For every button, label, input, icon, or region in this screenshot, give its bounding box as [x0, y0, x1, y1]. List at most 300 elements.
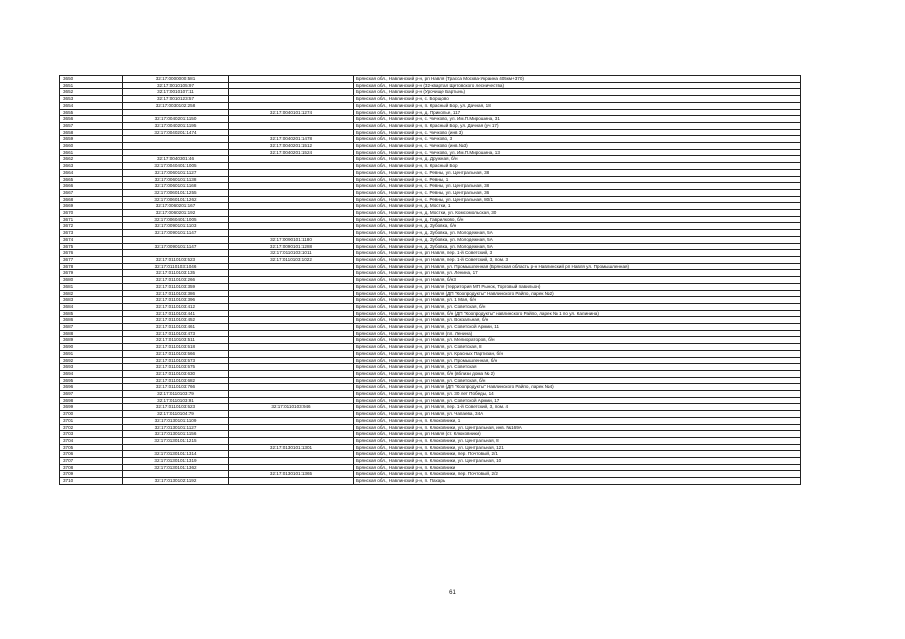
row-number-cell: 3656 — [60, 116, 123, 123]
table-row — [60, 297, 801, 304]
building-number-cell — [229, 330, 354, 337]
building-number-cell — [229, 478, 354, 485]
building-number-cell — [229, 82, 354, 89]
address-cell: Брянская обл., Навлинский р-н, рп Навля, ул. 1 Мая, б/н — [354, 297, 801, 304]
building-number-cell — [229, 424, 354, 431]
cadastral-number-cell: 32:17:0110103:766 — [123, 384, 229, 391]
row-number-cell: 3710 — [60, 478, 123, 485]
building-number-cell — [229, 290, 354, 297]
table-row — [60, 102, 801, 109]
cadastral-number-cell: 32:17:0040401:1005 — [123, 163, 229, 170]
building-number-cell — [229, 129, 354, 136]
row-number-cell: 3706 — [60, 451, 123, 458]
cadastral-number-cell: 32:17:0130101:1127 — [123, 424, 229, 431]
table-row — [60, 283, 801, 290]
building-number-cell — [229, 317, 354, 324]
table-row — [60, 303, 801, 310]
cadastral-number-cell: 32:17:0060101:1168 — [123, 183, 229, 190]
building-number-cell: 32:17:0040201:1524 — [229, 149, 354, 156]
row-number-cell: 3691 — [60, 350, 123, 357]
building-number-cell — [229, 357, 354, 364]
table-row — [60, 89, 801, 96]
table-row — [60, 176, 801, 183]
building-number-cell — [229, 411, 354, 418]
row-number-cell: 3702 — [60, 424, 123, 431]
address-cell: Брянская обл., Навлинский р-н, п. Клюковники, ул. Центральная, 10 — [354, 458, 801, 465]
table-row — [60, 196, 801, 203]
address-cell: Брянская обл., Навлинский р-н, с. Ревны, ул. Центральная, 38 — [354, 183, 801, 190]
row-number-cell: 3685 — [60, 310, 123, 317]
address-cell: Брянская обл., Навлинский р-н, д. Зубовка, ул. Молодежная, 5А — [354, 243, 801, 250]
cadastral-number-cell — [123, 109, 229, 116]
table-row — [60, 156, 801, 163]
cadastral-number-cell — [123, 471, 229, 478]
cadastral-number-cell: 32:17:0010105:97 — [123, 82, 229, 89]
address-cell: Брянская обл., Навлинский р-н, рп Навля, ул. Советская, б/н — [354, 377, 801, 384]
address-cell: Брянская обл., Навлинский р-н, п. Клюковники, пер. Почтовый, 2/2 — [354, 471, 801, 478]
building-number-cell — [229, 216, 354, 223]
address-cell: Брянская обл., Навлинский р-н, рп Навля, пер. 1-й Советский, 3, пом. 3 — [354, 256, 801, 263]
table-row — [60, 149, 801, 156]
address-cell: Брянская обл., Навлинский р-н, рп Навля, ул. Советской Армии, 17 — [354, 397, 801, 404]
row-number-cell: 3689 — [60, 337, 123, 344]
address-cell: Брянская обл., Навлинский р-н, рп Навля, б/н (вблизи дома № 2) — [354, 370, 801, 377]
row-number-cell: 3708 — [60, 464, 123, 471]
cadastral-number-cell: 32:17:0010123:57 — [123, 96, 229, 103]
address-cell: Брянская обл., Навлинский р-н, рп Навля, ул. Советская, б/н — [354, 303, 801, 310]
registry-table-body — [60, 76, 801, 485]
row-number-cell: 3676 — [60, 250, 123, 257]
row-number-cell: 3655 — [60, 109, 123, 116]
address-cell: Брянская обл., Навлинский р-н, рп Навля, ул. Советской Армии, 11 — [354, 324, 801, 331]
building-number-cell — [229, 122, 354, 129]
table-row — [60, 370, 801, 377]
address-cell: Брянская обл., Навлинский р-н, п. Клюковники, 1 — [354, 417, 801, 424]
building-number-cell — [229, 451, 354, 458]
row-number-cell: 3704 — [60, 437, 123, 444]
building-number-cell: 32:17:0040101:1274 — [229, 109, 354, 116]
row-number-cell: 3665 — [60, 176, 123, 183]
table-row — [60, 404, 801, 411]
table-row — [60, 458, 801, 465]
cadastral-number-cell: 32:17:0110103:511 — [123, 337, 229, 344]
cadastral-number-cell: 32:17:0000000:581 — [123, 76, 229, 83]
building-number-cell — [229, 176, 354, 183]
table-row — [60, 317, 801, 324]
table-row — [60, 397, 801, 404]
table-row — [60, 364, 801, 371]
table-row — [60, 391, 801, 398]
cadastral-number-cell: 32:17:0060201:192 — [123, 210, 229, 217]
row-number-cell: 3669 — [60, 203, 123, 210]
cadastral-number-cell: 32:17:0110103:1046 — [123, 263, 229, 270]
table-row — [60, 444, 801, 451]
address-cell: Брянская обл., Навлинский р-н, рп Навля, ул. Чапаева, 34А — [354, 411, 801, 418]
building-number-cell — [229, 391, 354, 398]
table-row — [60, 203, 801, 210]
cadastral-number-cell: 32:17:0130101:1319 — [123, 458, 229, 465]
row-number-cell: 3663 — [60, 163, 123, 170]
address-cell: Брянская обл., Навлинский р-н, с. Чичково (инв.№3) — [354, 143, 801, 150]
cadastral-number-cell: 32:17:0040201:1150 — [123, 116, 229, 123]
cadastral-number-cell: 32:17:0110103:441 — [123, 310, 229, 317]
address-cell: Брянская обл., Навлинский р-н, рп Навля, ул. Промышленная (Брянская область р-н Навлинский рп Навля ул. Промышленная) — [354, 263, 801, 270]
table-row — [60, 163, 801, 170]
address-cell: Брянская обл., Навлинский р-н, рп Навля, ул. Красных Партизан, б/н — [354, 350, 801, 357]
row-number-cell: 3699 — [60, 404, 123, 411]
row-number-cell: 3701 — [60, 417, 123, 424]
row-number-cell: 3675 — [60, 243, 123, 250]
row-number-cell: 3679 — [60, 270, 123, 277]
building-number-cell — [229, 263, 354, 270]
table-row — [60, 136, 801, 143]
cadastral-number-cell: 32:17:0110103:573 — [123, 357, 229, 364]
building-number-cell: 32:17:0130101:1365 — [229, 471, 354, 478]
cadastral-number-cell: 32:17:0110103:359 — [123, 283, 229, 290]
cadastral-number-cell: 32:17:0110103:473 — [123, 330, 229, 337]
row-number-cell: 3692 — [60, 357, 123, 364]
building-number-cell — [229, 76, 354, 83]
building-number-cell — [229, 344, 354, 351]
row-number-cell: 3680 — [60, 277, 123, 284]
cadastral-number-cell: 32:17:0130101:1314 — [123, 451, 229, 458]
address-cell: Брянская обл., Навлинский р-н, с. Чичково (инв 3) — [354, 129, 801, 136]
cadastral-number-cell: 32:17:0060101:1255 — [123, 189, 229, 196]
row-number-cell: 3657 — [60, 122, 123, 129]
building-number-cell — [229, 437, 354, 444]
cadastral-number-cell: 32:17:0090101:1147 — [123, 230, 229, 237]
table-row — [60, 189, 801, 196]
address-cell: Брянская обл., Навлинский р-н, п. Красный Бор — [354, 163, 801, 170]
cadastral-number-cell: 32:17:0060101:1138 — [123, 176, 229, 183]
building-number-cell — [229, 163, 354, 170]
cadastral-number-cell: 32:17:0040201:1474 — [123, 129, 229, 136]
row-number-cell: 3681 — [60, 283, 123, 290]
building-number-cell — [229, 297, 354, 304]
row-number-cell: 3650 — [60, 76, 123, 83]
table-row — [60, 250, 801, 257]
row-number-cell: 3654 — [60, 102, 123, 109]
row-number-cell: 3684 — [60, 303, 123, 310]
address-cell: Брянская обл., Навлинский р-н, рп Навля, б/н3 — [354, 277, 801, 284]
table-row — [60, 464, 801, 471]
address-cell: Брянская обл., Навлинский р-н, п. Клюковники, ул. Центральная, инв. №169А — [354, 424, 801, 431]
cadastral-number-cell: 32:17:0110103:135 — [123, 270, 229, 277]
building-number-cell — [229, 431, 354, 438]
page-number: 61 — [449, 590, 456, 596]
table-row — [60, 277, 801, 284]
row-number-cell: 3709 — [60, 471, 123, 478]
building-number-cell — [229, 196, 354, 203]
cadastral-number-cell: 32:17:0110103:461 — [123, 324, 229, 331]
building-number-cell — [229, 377, 354, 384]
cadastral-number-cell: 32:17:0060101:1262 — [123, 196, 229, 203]
cadastral-number-cell: 32:17:0110103:386 — [123, 290, 229, 297]
row-number-cell: 3660 — [60, 143, 123, 150]
table-row — [60, 384, 801, 391]
address-cell: Брянская обл., Навлинский р-н, д. Дружная, б/н — [354, 156, 801, 163]
building-number-cell — [229, 169, 354, 176]
table-row — [60, 350, 801, 357]
cadastral-number-cell: 32:17:0110103:523 — [123, 404, 229, 411]
table-row — [60, 183, 801, 190]
row-number-cell: 3694 — [60, 370, 123, 377]
address-cell: Брянская обл., Навлинский р-н, рп Навля, ул. Советская — [354, 364, 801, 371]
building-number-cell — [229, 384, 354, 391]
building-number-cell — [229, 189, 354, 196]
address-cell: Брянская обл., Навлинский р-н, д. Прикопье, 117 — [354, 109, 801, 116]
cadastral-number-cell: 32:17:0110103:575 — [123, 364, 229, 371]
row-number-cell: 3662 — [60, 156, 123, 163]
building-number-cell — [229, 203, 354, 210]
row-number-cell: 3667 — [60, 189, 123, 196]
cadastral-number-cell — [123, 136, 229, 143]
cadastral-number-cell: 32:17:0060401:1005 — [123, 216, 229, 223]
address-cell: Брянская обл., Навлинский р-н, с. Чичково, 3 — [354, 136, 801, 143]
row-number-cell: 3661 — [60, 149, 123, 156]
table-row — [60, 417, 801, 424]
address-cell: Брянская обл., Навлинский р-н, с. Ревны, ул. Центральная, 38 — [354, 169, 801, 176]
cadastral-number-cell: 32:17:0110103:630 — [123, 370, 229, 377]
cadastral-number-cell — [123, 149, 229, 156]
address-cell: Брянская обл., Навлинский р-н, п. Пахарь — [354, 478, 801, 485]
cadastral-number-cell: 32:17:0110103:412 — [123, 303, 229, 310]
cadastral-number-cell: 32:17:0130102:1192 — [123, 478, 229, 485]
address-cell: Брянская обл., Навлинский р-н, с. Ревны, ул. Центральная, 80/1 — [354, 196, 801, 203]
row-number-cell: 3668 — [60, 196, 123, 203]
address-cell: Брянская обл., Навлинский р-н, п. Красный Бор, ул. Дачная, 18 — [354, 102, 801, 109]
address-cell: Брянская обл., Навлинский р-н, рп Навля, ул. Мелиораторов, б/н — [354, 337, 801, 344]
cadastral-number-cell: 32:17:0130101:1215 — [123, 437, 229, 444]
building-number-cell: 32:17:0110103:1011 — [229, 250, 354, 257]
address-cell: Брянская обл., Навлинский р-н, рп Навля (пл. Ленина) — [354, 330, 801, 337]
row-number-cell: 3674 — [60, 236, 123, 243]
building-number-cell: 32:17:0110103:946 — [229, 404, 354, 411]
table-row — [60, 256, 801, 263]
table-row — [60, 169, 801, 176]
building-number-cell — [229, 303, 354, 310]
row-number-cell: 3672 — [60, 223, 123, 230]
table-row — [60, 243, 801, 250]
cadastral-number-cell: 32:17:0110103:523 — [123, 256, 229, 263]
building-number-cell — [229, 397, 354, 404]
building-number-cell — [229, 464, 354, 471]
address-cell: Брянская обл., Навлинский р-н, д. Зубовка, ул. Молодежная, 5А — [354, 230, 801, 237]
table-row — [60, 129, 801, 136]
address-cell: Брянская обл., Навлинский р-н, п. Клюковники — [354, 464, 801, 471]
cadastral-number-cell: 32:17:0110103:266 — [123, 277, 229, 284]
cadastral-number-cell: 32:17:0040301:46 — [123, 156, 229, 163]
cadastral-number-cell: 32:17:0030102:258 — [123, 102, 229, 109]
building-number-cell — [229, 458, 354, 465]
building-number-cell — [229, 156, 354, 163]
address-cell: Брянская обл., Навлинский р-н, п. Клюковники, ул. Центральная, 121 — [354, 444, 801, 451]
table-row — [60, 437, 801, 444]
address-cell: Брянская обл., Навлинский р-н (Урочище Бартынь) — [354, 89, 801, 96]
building-number-cell: 32:17:0110103:1022 — [229, 256, 354, 263]
cadastral-number-cell: 32:17:0110103:91 — [123, 397, 229, 404]
building-number-cell — [229, 116, 354, 123]
cadastral-number-cell: 32:17:0130101:1156 — [123, 431, 229, 438]
row-number-cell: 3707 — [60, 458, 123, 465]
row-number-cell: 3666 — [60, 183, 123, 190]
address-cell: Брянская обл., Навлинский р-н, д. Зубовка, б/н — [354, 223, 801, 230]
cadastral-number-cell: 32:17:0110103:452 — [123, 317, 229, 324]
row-number-cell: 3671 — [60, 216, 123, 223]
address-cell: Брянская обл., Навлинский р-н, рп Навля, ул. Промышленная, б/н — [354, 357, 801, 364]
table-row — [60, 337, 801, 344]
row-number-cell: 3693 — [60, 364, 123, 371]
table-row — [60, 411, 801, 418]
row-number-cell: 3670 — [60, 210, 123, 217]
table-row — [60, 478, 801, 485]
building-number-cell — [229, 350, 354, 357]
cadastral-number-cell: 32:17:0060201:167 — [123, 203, 229, 210]
address-cell: Брянская обл., Навлинский р-н, рп Навля, пер. 1-й Советский, 3, пом. 4 — [354, 404, 801, 411]
building-number-cell — [229, 210, 354, 217]
cadastral-number-cell: 32:17:0090101:1103 — [123, 223, 229, 230]
table-row — [60, 216, 801, 223]
row-number-cell: 3705 — [60, 444, 123, 451]
table-row — [60, 424, 801, 431]
table-row — [60, 82, 801, 89]
table-row — [60, 310, 801, 317]
address-cell: Брянская обл., Навлинский р-н, д. Мостки, ул. Комсомольская, 30 — [354, 210, 801, 217]
cadastral-number-cell: 32:17:0010107:11 — [123, 89, 229, 96]
table-row — [60, 357, 801, 364]
table-row — [60, 96, 801, 103]
cadastral-number-cell: 32:17:0040201:1195 — [123, 122, 229, 129]
building-number-cell — [229, 96, 354, 103]
address-cell: Брянская обл., Навлинский р-н, рп Навля (ДП "Коопродукты" Навлинского Райпо, ларек №2) — [354, 290, 801, 297]
cadastral-number-cell: 32:17:0110104:79 — [123, 411, 229, 418]
row-number-cell: 3677 — [60, 256, 123, 263]
table-row — [60, 451, 801, 458]
building-number-cell — [229, 89, 354, 96]
building-number-cell — [229, 223, 354, 230]
cadastral-number-cell — [123, 250, 229, 257]
address-cell: Брянская обл., Навлинский р-н, рп Навля (ДП "Коопродукты" Навлинского Райпо, ларек №4) — [354, 384, 801, 391]
address-cell: Брянская обл., Навлинский р-н, п. Красный Бор, ул. Дачная (уч 17) — [354, 122, 801, 129]
row-number-cell: 3695 — [60, 377, 123, 384]
address-cell: Брянская обл., Навлинский р-н, рп Навля (территория МП Рынок, Торговый павильон) — [354, 283, 801, 290]
address-cell: Брянская обл., Навлинский р-н, п. Клюковники, ул. Центральная, 8 — [354, 437, 801, 444]
building-number-cell — [229, 230, 354, 237]
building-number-cell: 32:17:0090101:1180 — [229, 236, 354, 243]
address-cell: Брянская обл., Навлинский р-н, с. Ревны, 1 — [354, 176, 801, 183]
address-cell: Брянская обл., Навлинский р-н (32-квартал Щетовского лесничества) — [354, 82, 801, 89]
table-row — [60, 431, 801, 438]
cadastral-number-cell: 32:17:0130101:1109 — [123, 417, 229, 424]
table-row — [60, 377, 801, 384]
address-cell: Брянская обл., Навлинский р-н, д. Гаврилково, б/н — [354, 216, 801, 223]
cadastral-number-cell — [123, 444, 229, 451]
row-number-cell: 3673 — [60, 230, 123, 237]
row-number-cell: 3686 — [60, 317, 123, 324]
row-number-cell: 3664 — [60, 169, 123, 176]
address-cell: Брянская обл., Навлинский р-н, рп Навля (ст. Клюковники) — [354, 431, 801, 438]
building-number-cell — [229, 417, 354, 424]
table-row — [60, 210, 801, 217]
address-cell: Брянская обл., Навлинский р-н, с. Ревны, ул. Центральная, 36 — [354, 189, 801, 196]
table-row — [60, 290, 801, 297]
row-number-cell: 3658 — [60, 129, 123, 136]
address-cell: Брянская обл., Навлинский р-н, рп Навля, ул. Вокзальная, б/н — [354, 317, 801, 324]
table-row — [60, 109, 801, 116]
table-row — [60, 122, 801, 129]
registry-table — [59, 75, 801, 485]
table-row — [60, 143, 801, 150]
cadastral-number-cell — [123, 236, 229, 243]
row-number-cell: 3659 — [60, 136, 123, 143]
building-number-cell — [229, 364, 354, 371]
address-cell: Брянская обл., Навлинский р-н, рп Навля, б/н (ДП "Коопродукты" навлинского Райпо, ларек № 1 по ул. Калинина) — [354, 310, 801, 317]
table-row — [60, 76, 801, 83]
address-cell: Брянская обл., Навлинский р-н, рп Навля, пер. 1-й Советский, 3 — [354, 250, 801, 257]
row-number-cell: 3678 — [60, 263, 123, 270]
address-cell: Брянская обл., Навлинский р-н, д. Зубовка, ул. Молодежная, 5А — [354, 236, 801, 243]
building-number-cell — [229, 337, 354, 344]
table-row — [60, 230, 801, 237]
building-number-cell — [229, 283, 354, 290]
table-row — [60, 471, 801, 478]
address-cell: Брянская обл., Навлинский р-н, п. Клюковники, пер. Почтовый, 2/1 — [354, 451, 801, 458]
address-cell: Брянская обл., Навлинский р-н, рп Навля, ул. Ленина, 17 — [354, 270, 801, 277]
table-row — [60, 236, 801, 243]
table-row — [60, 223, 801, 230]
row-number-cell: 3696 — [60, 384, 123, 391]
row-number-cell: 3653 — [60, 96, 123, 103]
building-number-cell — [229, 277, 354, 284]
building-number-cell — [229, 270, 354, 277]
table-row — [60, 116, 801, 123]
building-number-cell: 32:17:0040201:1512 — [229, 143, 354, 150]
row-number-cell: 3703 — [60, 431, 123, 438]
building-number-cell — [229, 370, 354, 377]
building-number-cell — [229, 310, 354, 317]
row-number-cell: 3651 — [60, 82, 123, 89]
cadastral-number-cell: 32:17:0110103:566 — [123, 350, 229, 357]
address-cell: Брянская обл., Навлинский р-н, д. Мостки, 1 — [354, 203, 801, 210]
cadastral-number-cell: 32:17:0090101:1147 — [123, 243, 229, 250]
cadastral-number-cell: 32:17:0130101:1362 — [123, 464, 229, 471]
address-cell: Брянская обл., Навлинский р-н, рп Навля, ул. 30 лет Победы, 14 — [354, 391, 801, 398]
address-cell: Брянская обл., Навлинский р-н, рп Навля, ул. Советская, 8 — [354, 344, 801, 351]
cadastral-number-cell: 32:17:0110103:518 — [123, 344, 229, 351]
table-row — [60, 344, 801, 351]
address-cell: Брянская обл., Навлинский р-н, с. Борщово — [354, 96, 801, 103]
table-row — [60, 263, 801, 270]
table-row — [60, 270, 801, 277]
cadastral-number-cell: 32:17:0060101:1127 — [123, 169, 229, 176]
row-number-cell: 3700 — [60, 411, 123, 418]
building-number-cell: 32:17:0130101:1301 — [229, 444, 354, 451]
row-number-cell: 3687 — [60, 324, 123, 331]
row-number-cell: 3688 — [60, 330, 123, 337]
building-number-cell — [229, 183, 354, 190]
building-number-cell — [229, 102, 354, 109]
cadastral-number-cell: 32:17:0110103:396 — [123, 297, 229, 304]
cadastral-number-cell — [123, 143, 229, 150]
table-row — [60, 330, 801, 337]
row-number-cell: 3682 — [60, 290, 123, 297]
row-number-cell: 3683 — [60, 297, 123, 304]
table-row — [60, 324, 801, 331]
row-number-cell: 3652 — [60, 89, 123, 96]
row-number-cell: 3697 — [60, 391, 123, 398]
address-cell: Брянская обл., Навлинский р-н, с. Чичково, ул. Им.П.Мирошина, 31 — [354, 116, 801, 123]
building-number-cell: 32:17:0090101:1288 — [229, 243, 354, 250]
